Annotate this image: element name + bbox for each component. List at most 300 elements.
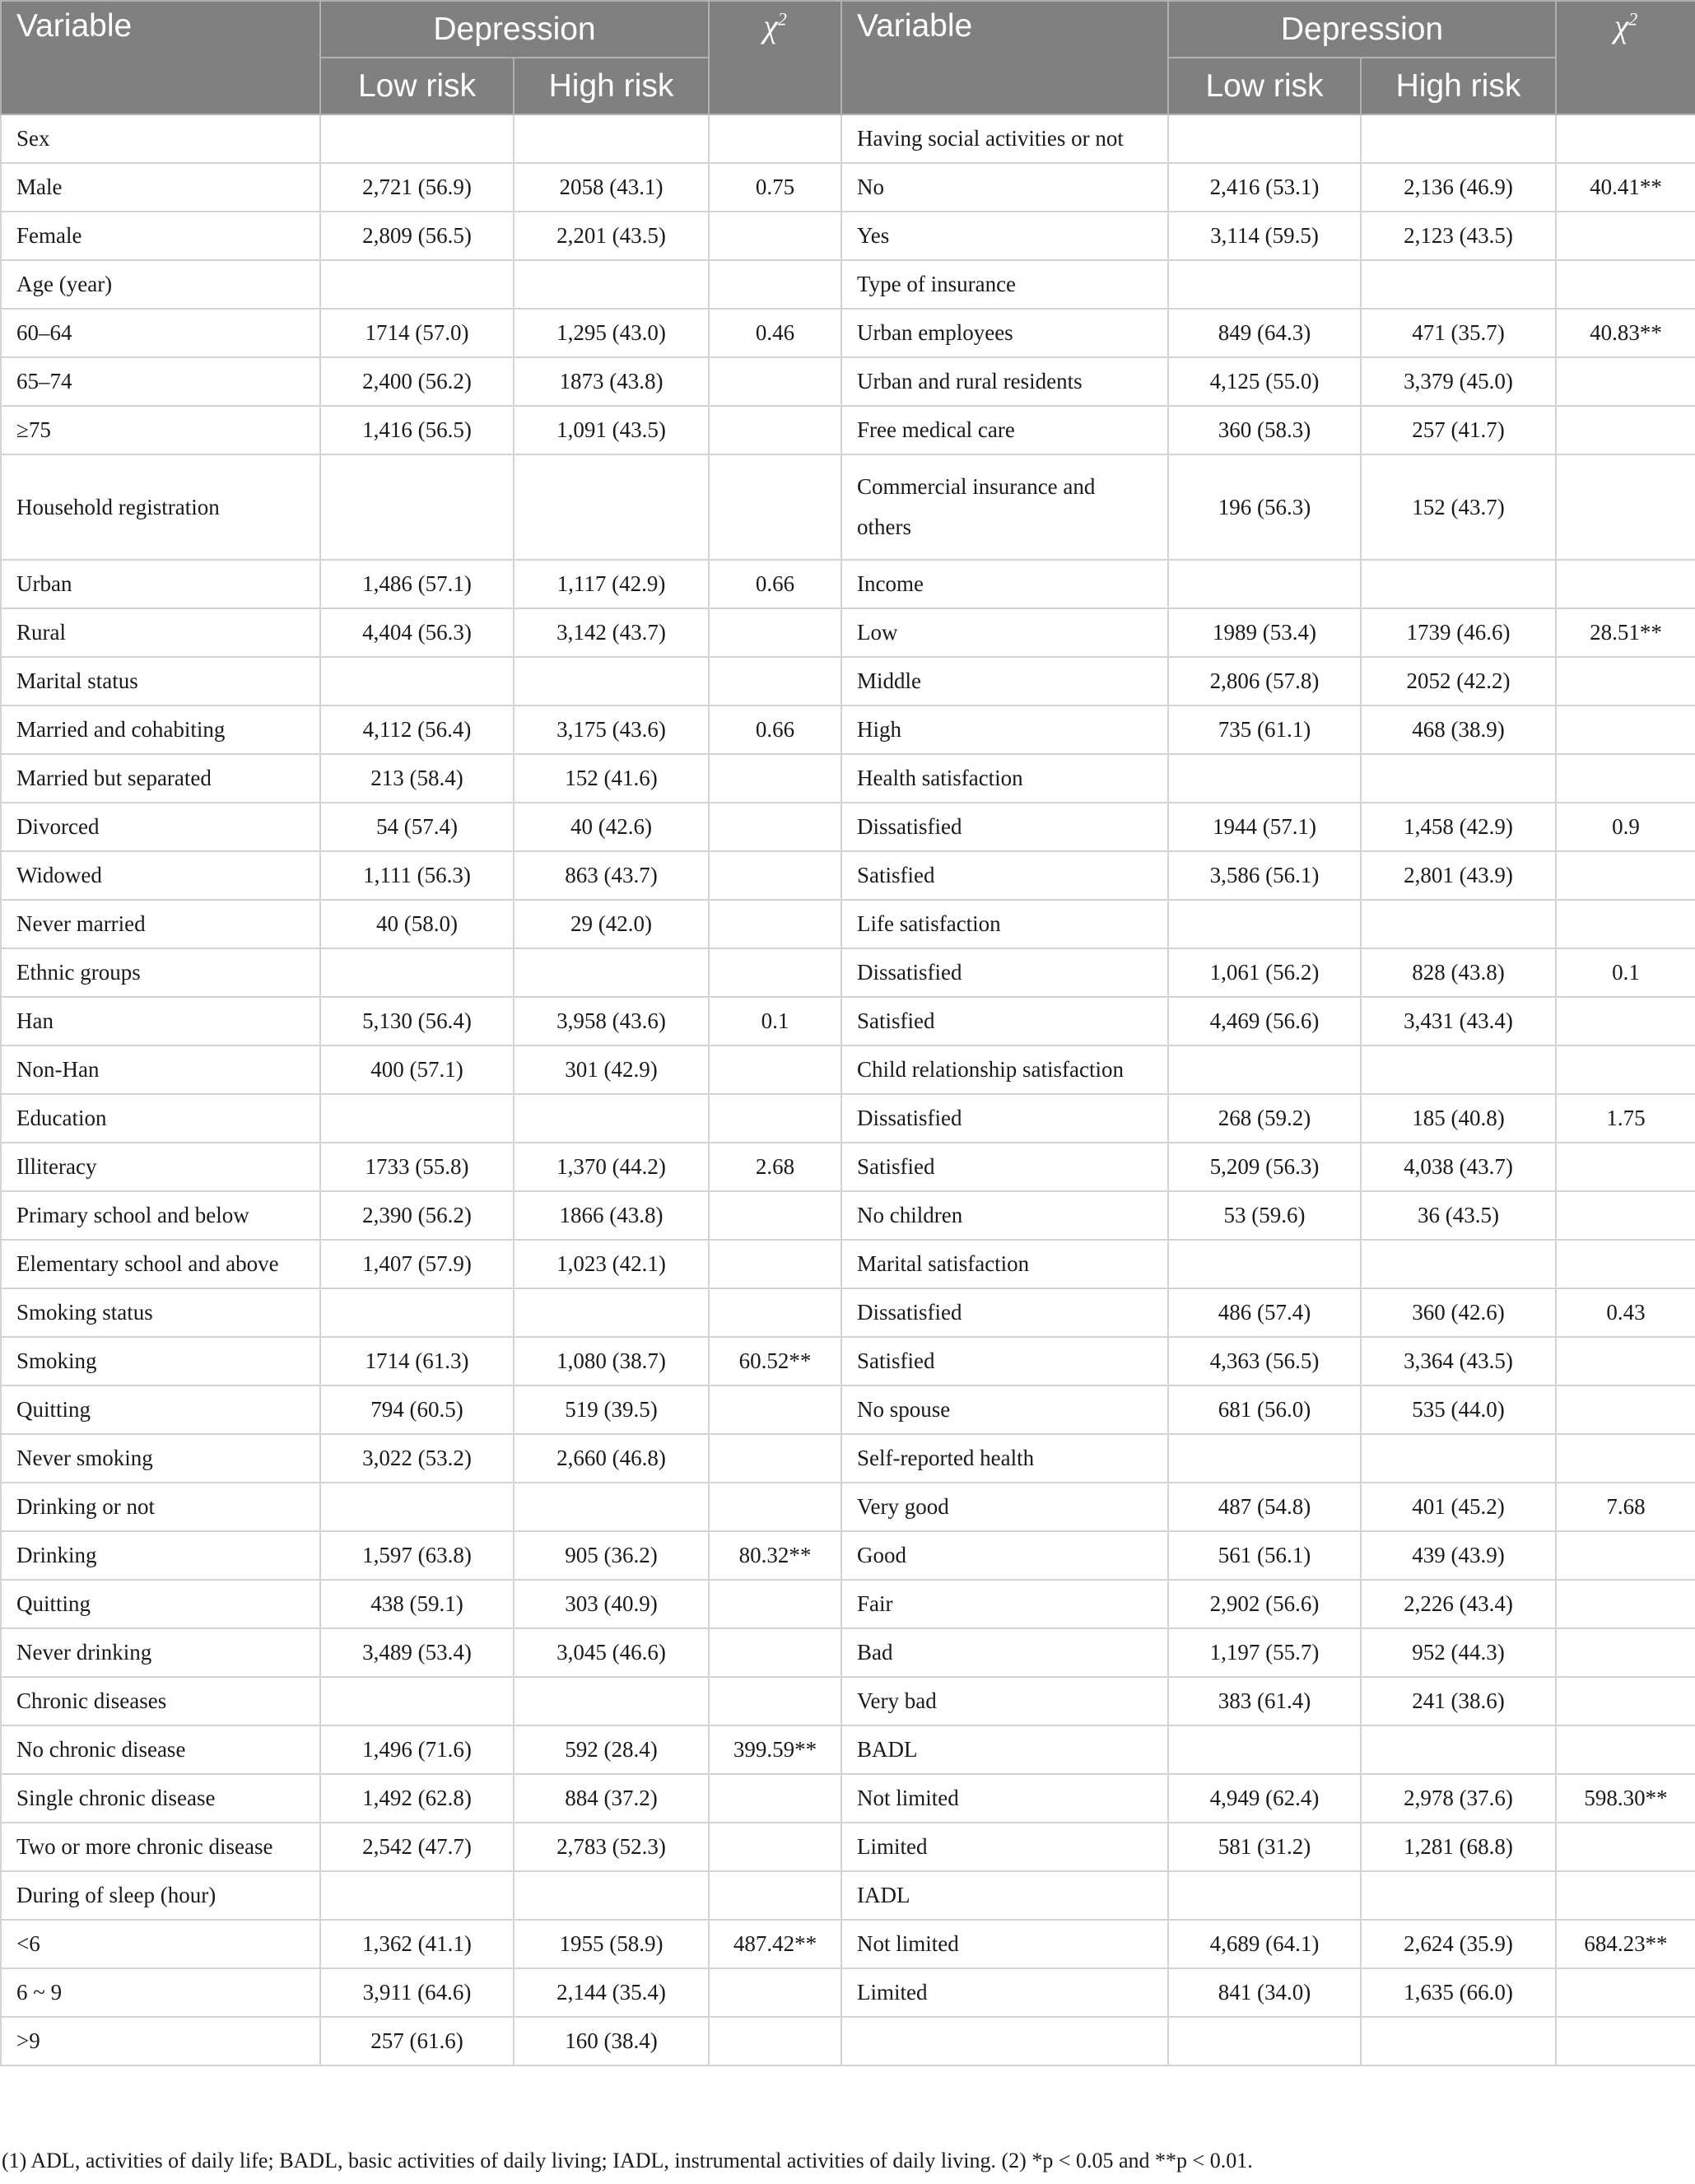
- right-high-risk-cell: 3,364 (43.5): [1361, 1337, 1556, 1385]
- right-variable-cell: Dissatisfied: [841, 1094, 1168, 1143]
- right-variable-cell: Limited: [841, 1823, 1168, 1871]
- table-row: [1, 1434, 1695, 1483]
- left-high-risk-cell: 3,045 (46.6): [514, 1628, 709, 1677]
- right-chi-square-cell: [1556, 1337, 1695, 1385]
- right-low-risk-cell: 561 (56.1): [1168, 1531, 1361, 1580]
- left-low-risk-cell: 1,492 (62.8): [320, 1774, 514, 1823]
- right-chi-square-cell: [1556, 1968, 1695, 2017]
- left-variable-cell: Quitting: [1, 1580, 320, 1628]
- right-variable-cell: No: [841, 163, 1168, 212]
- right-high-risk-cell: [1361, 260, 1556, 309]
- table-body: [1, 114, 1695, 2065]
- left-low-risk-cell: 40 (58.0): [320, 900, 514, 948]
- left-variable-cell: Urban: [1, 560, 320, 608]
- left-low-risk-cell: 400 (57.1): [320, 1045, 514, 1094]
- right-high-risk-cell: 1,635 (66.0): [1361, 1968, 1556, 2017]
- left-high-risk-cell: [514, 1677, 709, 1725]
- right-high-risk-cell: 828 (43.8): [1361, 948, 1556, 997]
- right-low-risk-cell: 681 (56.0): [1168, 1385, 1361, 1434]
- left-chi-square-cell: [709, 754, 841, 803]
- low-risk-header-right: Low risk: [1168, 58, 1361, 114]
- chi-symbol: χ: [763, 7, 778, 44]
- table-row: [1, 754, 1695, 803]
- left-low-risk-cell: 1,111 (56.3): [320, 851, 514, 900]
- chi-superscript: 2: [777, 8, 787, 30]
- left-high-risk-cell: 1,295 (43.0): [514, 309, 709, 357]
- left-variable-cell: >9: [1, 2017, 320, 2065]
- left-high-risk-cell: 863 (43.7): [514, 851, 709, 900]
- right-low-risk-cell: 383 (61.4): [1168, 1677, 1361, 1725]
- right-high-risk-cell: 360 (42.6): [1361, 1288, 1556, 1337]
- left-low-risk-cell: 4,112 (56.4): [320, 705, 514, 754]
- left-variable-cell: 65–74: [1, 357, 320, 406]
- right-variable-cell: Dissatisfied: [841, 1288, 1168, 1337]
- left-variable-cell: Marital status: [1, 657, 320, 705]
- left-chi-square-cell: [709, 1094, 841, 1143]
- left-chi-square-cell: [709, 1774, 841, 1823]
- table-row: [1, 454, 1695, 560]
- left-chi-square-cell: 0.1: [709, 997, 841, 1045]
- right-high-risk-cell: [1361, 1725, 1556, 1774]
- left-high-risk-cell: [514, 114, 709, 163]
- right-high-risk-cell: 468 (38.9): [1361, 705, 1556, 754]
- left-variable-cell: 60–64: [1, 309, 320, 357]
- right-low-risk-cell: 3,586 (56.1): [1168, 851, 1361, 900]
- left-variable-cell: 6 ~ 9: [1, 1968, 320, 2017]
- right-chi-square-cell: [1556, 1045, 1695, 1094]
- right-high-risk-cell: 1,458 (42.9): [1361, 803, 1556, 851]
- left-high-risk-cell: 301 (42.9): [514, 1045, 709, 1094]
- right-high-risk-cell: [1361, 1045, 1556, 1094]
- right-high-risk-cell: [1361, 1434, 1556, 1483]
- high-risk-header-left: High risk: [514, 58, 709, 114]
- left-low-risk-cell: [320, 1871, 514, 1920]
- left-chi-square-cell: [709, 1823, 841, 1871]
- left-chi-square-cell: [709, 1240, 841, 1288]
- right-high-risk-cell: 241 (38.6): [1361, 1677, 1556, 1725]
- right-variable-cell: Dissatisfied: [841, 948, 1168, 997]
- left-variable-cell: Sex: [1, 114, 320, 163]
- left-low-risk-cell: 54 (57.4): [320, 803, 514, 851]
- left-low-risk-cell: 2,542 (47.7): [320, 1823, 514, 1871]
- left-high-risk-cell: 160 (38.4): [514, 2017, 709, 2065]
- left-high-risk-cell: 29 (42.0): [514, 900, 709, 948]
- right-high-risk-cell: 3,431 (43.4): [1361, 997, 1556, 1045]
- right-chi-square-cell: [1556, 657, 1695, 705]
- right-variable-cell: Very good: [841, 1483, 1168, 1531]
- left-low-risk-cell: 213 (58.4): [320, 754, 514, 803]
- table-row: [1, 2017, 1695, 2065]
- table-row: [1, 1968, 1695, 2017]
- right-low-risk-cell: 3,114 (59.5): [1168, 212, 1361, 260]
- table-row: [1, 1240, 1695, 1288]
- table-row: [1, 560, 1695, 608]
- left-chi-square-cell: [709, 406, 841, 454]
- left-variable-cell: Smoking: [1, 1337, 320, 1385]
- left-variable-cell: Never married: [1, 900, 320, 948]
- left-high-risk-cell: 1,080 (38.7): [514, 1337, 709, 1385]
- left-chi-square-cell: [709, 1385, 841, 1434]
- left-high-risk-cell: 1873 (43.8): [514, 357, 709, 406]
- left-variable-cell: Divorced: [1, 803, 320, 851]
- right-low-risk-cell: 487 (54.8): [1168, 1483, 1361, 1531]
- table-footnote: (1) ADL, activities of daily life; BADL, basic activities of daily living; IADL, instrumental activities of daily living. (2) *p < 0.05 and **p < 0.01.: [2, 2149, 1253, 2172]
- left-chi-square-cell: [709, 803, 841, 851]
- right-variable-cell: Marital satisfaction: [841, 1240, 1168, 1288]
- left-high-risk-cell: 1,117 (42.9): [514, 560, 709, 608]
- left-low-risk-cell: [320, 1483, 514, 1531]
- left-low-risk-cell: 2,809 (56.5): [320, 212, 514, 260]
- right-low-risk-cell: 4,949 (62.4): [1168, 1774, 1361, 1823]
- left-high-risk-cell: 2,144 (35.4): [514, 1968, 709, 2017]
- left-high-risk-cell: 905 (36.2): [514, 1531, 709, 1580]
- left-variable-cell: Age (year): [1, 260, 320, 309]
- table-row: [1, 1045, 1695, 1094]
- left-low-risk-cell: [320, 260, 514, 309]
- right-variable-cell: Very bad: [841, 1677, 1168, 1725]
- right-chi-square-cell: [1556, 406, 1695, 454]
- right-low-risk-cell: 53 (59.6): [1168, 1191, 1361, 1240]
- table-row: [1, 357, 1695, 406]
- right-high-risk-cell: [1361, 560, 1556, 608]
- right-high-risk-cell: [1361, 754, 1556, 803]
- left-variable-cell: Education: [1, 1094, 320, 1143]
- right-chi-square-cell: [1556, 705, 1695, 754]
- left-variable-cell: Chronic diseases: [1, 1677, 320, 1725]
- left-chi-square-cell: 487.42**: [709, 1920, 841, 1968]
- table-row: [1, 803, 1695, 851]
- right-low-risk-cell: 581 (31.2): [1168, 1823, 1361, 1871]
- right-chi-square-cell: [1556, 1143, 1695, 1191]
- table-row: [1, 608, 1695, 657]
- right-chi-square-cell: [1556, 454, 1695, 560]
- left-variable-cell: No chronic disease: [1, 1725, 320, 1774]
- right-chi-square-cell: 684.23**: [1556, 1920, 1695, 1968]
- right-variable-cell: No children: [841, 1191, 1168, 1240]
- right-low-risk-cell: 360 (58.3): [1168, 406, 1361, 454]
- table-row: [1, 1483, 1695, 1531]
- left-high-risk-cell: 1955 (58.9): [514, 1920, 709, 1968]
- right-high-risk-cell: 1739 (46.6): [1361, 608, 1556, 657]
- table-row: [1, 997, 1695, 1045]
- table-row: [1, 406, 1695, 454]
- left-chi-square-cell: 2.68: [709, 1143, 841, 1191]
- right-variable-cell: Income: [841, 560, 1168, 608]
- right-chi-square-cell: 40.41**: [1556, 163, 1695, 212]
- right-variable-cell: Life satisfaction: [841, 900, 1168, 948]
- variable-header-left: Variable: [1, 1, 320, 114]
- left-low-risk-cell: 1714 (61.3): [320, 1337, 514, 1385]
- table-row: [1, 1871, 1695, 1920]
- right-chi-square-cell: [1556, 900, 1695, 948]
- right-high-risk-cell: [1361, 1240, 1556, 1288]
- left-variable-cell: Never smoking: [1, 1434, 320, 1483]
- right-low-risk-cell: [1168, 1725, 1361, 1774]
- left-low-risk-cell: 1,362 (41.1): [320, 1920, 514, 1968]
- left-high-risk-cell: 1,091 (43.5): [514, 406, 709, 454]
- left-low-risk-cell: 1,407 (57.9): [320, 1240, 514, 1288]
- left-chi-square-cell: [709, 1628, 841, 1677]
- right-low-risk-cell: [1168, 1871, 1361, 1920]
- right-high-risk-cell: [1361, 900, 1556, 948]
- left-low-risk-cell: 2,721 (56.9): [320, 163, 514, 212]
- left-chi-square-cell: [709, 948, 841, 997]
- right-low-risk-cell: [1168, 900, 1361, 948]
- right-variable-cell: Not limited: [841, 1774, 1168, 1823]
- left-chi-square-cell: [709, 1045, 841, 1094]
- right-chi-square-cell: 0.43: [1556, 1288, 1695, 1337]
- left-high-risk-cell: 3,142 (43.7): [514, 608, 709, 657]
- right-chi-square-cell: [1556, 260, 1695, 309]
- left-variable-cell: Han: [1, 997, 320, 1045]
- left-chi-square-cell: [709, 1968, 841, 2017]
- left-high-risk-cell: 2,783 (52.3): [514, 1823, 709, 1871]
- right-chi-square-cell: 1.75: [1556, 1094, 1695, 1143]
- right-low-risk-cell: 4,125 (55.0): [1168, 357, 1361, 406]
- table-row: [1, 1531, 1695, 1580]
- right-high-risk-cell: 471 (35.7): [1361, 309, 1556, 357]
- right-variable-cell: Middle: [841, 657, 1168, 705]
- left-chi-square-cell: [709, 1191, 841, 1240]
- right-variable-cell: Commercial insurance and others: [841, 454, 1168, 560]
- left-chi-square-cell: [709, 260, 841, 309]
- left-variable-cell: Male: [1, 163, 320, 212]
- right-high-risk-cell: 4,038 (43.7): [1361, 1143, 1556, 1191]
- right-variable-cell: Satisfied: [841, 997, 1168, 1045]
- right-variable-cell: Type of insurance: [841, 260, 1168, 309]
- left-chi-square-cell: [709, 2017, 841, 2065]
- left-chi-square-cell: 399.59**: [709, 1725, 841, 1774]
- right-low-risk-cell: 4,689 (64.1): [1168, 1920, 1361, 1968]
- right-variable-cell: Self-reported health: [841, 1434, 1168, 1483]
- right-chi-square-cell: 0.1: [1556, 948, 1695, 997]
- left-high-risk-cell: [514, 454, 709, 560]
- right-high-risk-cell: 2052 (42.2): [1361, 657, 1556, 705]
- right-variable-cell: [841, 2017, 1168, 2065]
- table-row: [1, 1580, 1695, 1628]
- right-chi-square-cell: [1556, 1434, 1695, 1483]
- left-chi-square-cell: [709, 357, 841, 406]
- depression-header-left: Depression: [320, 1, 709, 58]
- table-row: [1, 1774, 1695, 1823]
- right-variable-cell: Satisfied: [841, 1337, 1168, 1385]
- right-chi-square-cell: [1556, 1191, 1695, 1240]
- left-chi-square-cell: [709, 657, 841, 705]
- right-low-risk-cell: 1,197 (55.7): [1168, 1628, 1361, 1677]
- right-high-risk-cell: [1361, 114, 1556, 163]
- table-row: [1, 1628, 1695, 1677]
- left-chi-square-cell: 0.75: [709, 163, 841, 212]
- right-variable-cell: BADL: [841, 1725, 1168, 1774]
- left-low-risk-cell: 5,130 (56.4): [320, 997, 514, 1045]
- left-variable-cell: Illiteracy: [1, 1143, 320, 1191]
- left-low-risk-cell: [320, 454, 514, 560]
- left-variable-cell: Non-Han: [1, 1045, 320, 1094]
- left-chi-square-cell: [709, 1580, 841, 1628]
- left-high-risk-cell: [514, 948, 709, 997]
- left-low-risk-cell: [320, 1677, 514, 1725]
- right-variable-cell: Fair: [841, 1580, 1168, 1628]
- left-chi-square-cell: 0.46: [709, 309, 841, 357]
- left-high-risk-cell: 2,660 (46.8): [514, 1434, 709, 1483]
- variable-header-right: Variable: [841, 1, 1168, 114]
- table-row: [1, 1143, 1695, 1191]
- right-low-risk-cell: [1168, 114, 1361, 163]
- right-chi-square-cell: [1556, 560, 1695, 608]
- right-chi-square-cell: [1556, 357, 1695, 406]
- right-chi-square-cell: [1556, 114, 1695, 163]
- right-low-risk-cell: 5,209 (56.3): [1168, 1143, 1361, 1191]
- left-low-risk-cell: 3,022 (53.2): [320, 1434, 514, 1483]
- left-high-risk-cell: [514, 1094, 709, 1143]
- left-variable-cell: Single chronic disease: [1, 1774, 320, 1823]
- right-variable-cell: Child relationship satisfaction: [841, 1045, 1168, 1094]
- left-high-risk-cell: 592 (28.4): [514, 1725, 709, 1774]
- left-high-risk-cell: 1,370 (44.2): [514, 1143, 709, 1191]
- right-high-risk-cell: 952 (44.3): [1361, 1628, 1556, 1677]
- left-high-risk-cell: 3,958 (43.6): [514, 997, 709, 1045]
- left-low-risk-cell: 1,416 (56.5): [320, 406, 514, 454]
- left-low-risk-cell: 257 (61.6): [320, 2017, 514, 2065]
- right-variable-cell: Low: [841, 608, 1168, 657]
- right-chi-square-cell: [1556, 1385, 1695, 1434]
- right-variable-cell: Good: [841, 1531, 1168, 1580]
- table-row: [1, 163, 1695, 212]
- right-variable-cell: Yes: [841, 212, 1168, 260]
- left-low-risk-cell: [320, 1288, 514, 1337]
- right-low-risk-cell: 196 (56.3): [1168, 454, 1361, 560]
- right-low-risk-cell: 1989 (53.4): [1168, 608, 1361, 657]
- table-row: [1, 900, 1695, 948]
- left-high-risk-cell: [514, 260, 709, 309]
- left-high-risk-cell: 152 (41.6): [514, 754, 709, 803]
- left-variable-cell: Drinking: [1, 1531, 320, 1580]
- left-low-risk-cell: [320, 948, 514, 997]
- table-row: [1, 657, 1695, 705]
- right-high-risk-cell: 257 (41.7): [1361, 406, 1556, 454]
- left-chi-square-cell: [709, 454, 841, 560]
- left-variable-cell: ≥75: [1, 406, 320, 454]
- right-low-risk-cell: 841 (34.0): [1168, 1968, 1361, 2017]
- right-high-risk-cell: [1361, 2017, 1556, 2065]
- right-high-risk-cell: 36 (43.5): [1361, 1191, 1556, 1240]
- right-chi-square-cell: 28.51**: [1556, 608, 1695, 657]
- depression-header-right: Depression: [1168, 1, 1556, 58]
- right-variable-cell: Satisfied: [841, 851, 1168, 900]
- left-variable-cell: Married and cohabiting: [1, 705, 320, 754]
- right-high-risk-cell: 2,123 (43.5): [1361, 212, 1556, 260]
- left-variable-cell: During of sleep (hour): [1, 1871, 320, 1920]
- right-chi-square-cell: 40.83**: [1556, 309, 1695, 357]
- left-chi-square-cell: 0.66: [709, 560, 841, 608]
- right-chi-square-cell: [1556, 1725, 1695, 1774]
- right-high-risk-cell: 1,281 (68.8): [1361, 1823, 1556, 1871]
- right-high-risk-cell: 185 (40.8): [1361, 1094, 1556, 1143]
- chi-square-header-left: [709, 1, 841, 114]
- table-row: [1, 1725, 1695, 1774]
- table-row: [1, 1094, 1695, 1143]
- table-row: [1, 948, 1695, 997]
- left-low-risk-cell: 1,496 (71.6): [320, 1725, 514, 1774]
- table-row: [1, 1823, 1695, 1871]
- left-low-risk-cell: 794 (60.5): [320, 1385, 514, 1434]
- table-row: [1, 114, 1695, 163]
- left-low-risk-cell: 1,597 (63.8): [320, 1531, 514, 1580]
- right-variable-cell: Satisfied: [841, 1143, 1168, 1191]
- right-variable-cell: High: [841, 705, 1168, 754]
- right-variable-cell: Not limited: [841, 1920, 1168, 1968]
- table-row: [1, 1337, 1695, 1385]
- left-variable-cell: Household registration: [1, 454, 320, 560]
- right-chi-square-cell: [1556, 1823, 1695, 1871]
- right-low-risk-cell: 849 (64.3): [1168, 309, 1361, 357]
- right-variable-cell: Limited: [841, 1968, 1168, 2017]
- left-low-risk-cell: 3,489 (53.4): [320, 1628, 514, 1677]
- table-row: [1, 260, 1695, 309]
- left-high-risk-cell: 1866 (43.8): [514, 1191, 709, 1240]
- right-low-risk-cell: 2,902 (56.6): [1168, 1580, 1361, 1628]
- left-high-risk-cell: 519 (39.5): [514, 1385, 709, 1434]
- left-variable-cell: Primary school and below: [1, 1191, 320, 1240]
- right-chi-square-cell: [1556, 754, 1695, 803]
- left-chi-square-cell: [709, 1434, 841, 1483]
- right-low-risk-cell: [1168, 1240, 1361, 1288]
- table-row: [1, 851, 1695, 900]
- left-chi-square-cell: [709, 212, 841, 260]
- left-high-risk-cell: [514, 1871, 709, 1920]
- right-variable-cell: Dissatisfied: [841, 803, 1168, 851]
- right-chi-square-cell: [1556, 1677, 1695, 1725]
- left-low-risk-cell: 1,486 (57.1): [320, 560, 514, 608]
- left-high-risk-cell: 40 (42.6): [514, 803, 709, 851]
- left-low-risk-cell: 2,400 (56.2): [320, 357, 514, 406]
- left-high-risk-cell: 3,175 (43.6): [514, 705, 709, 754]
- left-variable-cell: Rural: [1, 608, 320, 657]
- left-variable-cell: Widowed: [1, 851, 320, 900]
- right-low-risk-cell: [1168, 1434, 1361, 1483]
- right-chi-square-cell: 598.30**: [1556, 1774, 1695, 1823]
- right-chi-square-cell: [1556, 212, 1695, 260]
- left-chi-square-cell: [709, 608, 841, 657]
- left-high-risk-cell: 2,201 (43.5): [514, 212, 709, 260]
- right-variable-cell: Free medical care: [841, 406, 1168, 454]
- right-chi-square-cell: 7.68: [1556, 1483, 1695, 1531]
- right-high-risk-cell: 2,624 (35.9): [1361, 1920, 1556, 1968]
- chi-square-header-right: [1556, 1, 1695, 114]
- right-low-risk-cell: 735 (61.1): [1168, 705, 1361, 754]
- left-variable-cell: Female: [1, 212, 320, 260]
- right-high-risk-cell: 2,226 (43.4): [1361, 1580, 1556, 1628]
- left-chi-square-cell: [709, 1483, 841, 1531]
- table-row: [1, 1920, 1695, 1968]
- high-risk-header-right: High risk: [1361, 58, 1556, 114]
- left-chi-square-cell: 80.32**: [709, 1531, 841, 1580]
- right-chi-square-cell: [1556, 2017, 1695, 2065]
- right-low-risk-cell: 2,806 (57.8): [1168, 657, 1361, 705]
- right-low-risk-cell: [1168, 754, 1361, 803]
- left-variable-cell: Drinking or not: [1, 1483, 320, 1531]
- right-chi-square-cell: [1556, 1871, 1695, 1920]
- left-high-risk-cell: 1,023 (42.1): [514, 1240, 709, 1288]
- right-high-risk-cell: 535 (44.0): [1361, 1385, 1556, 1434]
- right-low-risk-cell: 4,363 (56.5): [1168, 1337, 1361, 1385]
- right-variable-cell: Urban employees: [841, 309, 1168, 357]
- right-low-risk-cell: 4,469 (56.6): [1168, 997, 1361, 1045]
- right-low-risk-cell: 486 (57.4): [1168, 1288, 1361, 1337]
- left-variable-cell: Smoking status: [1, 1288, 320, 1337]
- left-variable-cell: Elementary school and above: [1, 1240, 320, 1288]
- right-chi-square-cell: [1556, 1531, 1695, 1580]
